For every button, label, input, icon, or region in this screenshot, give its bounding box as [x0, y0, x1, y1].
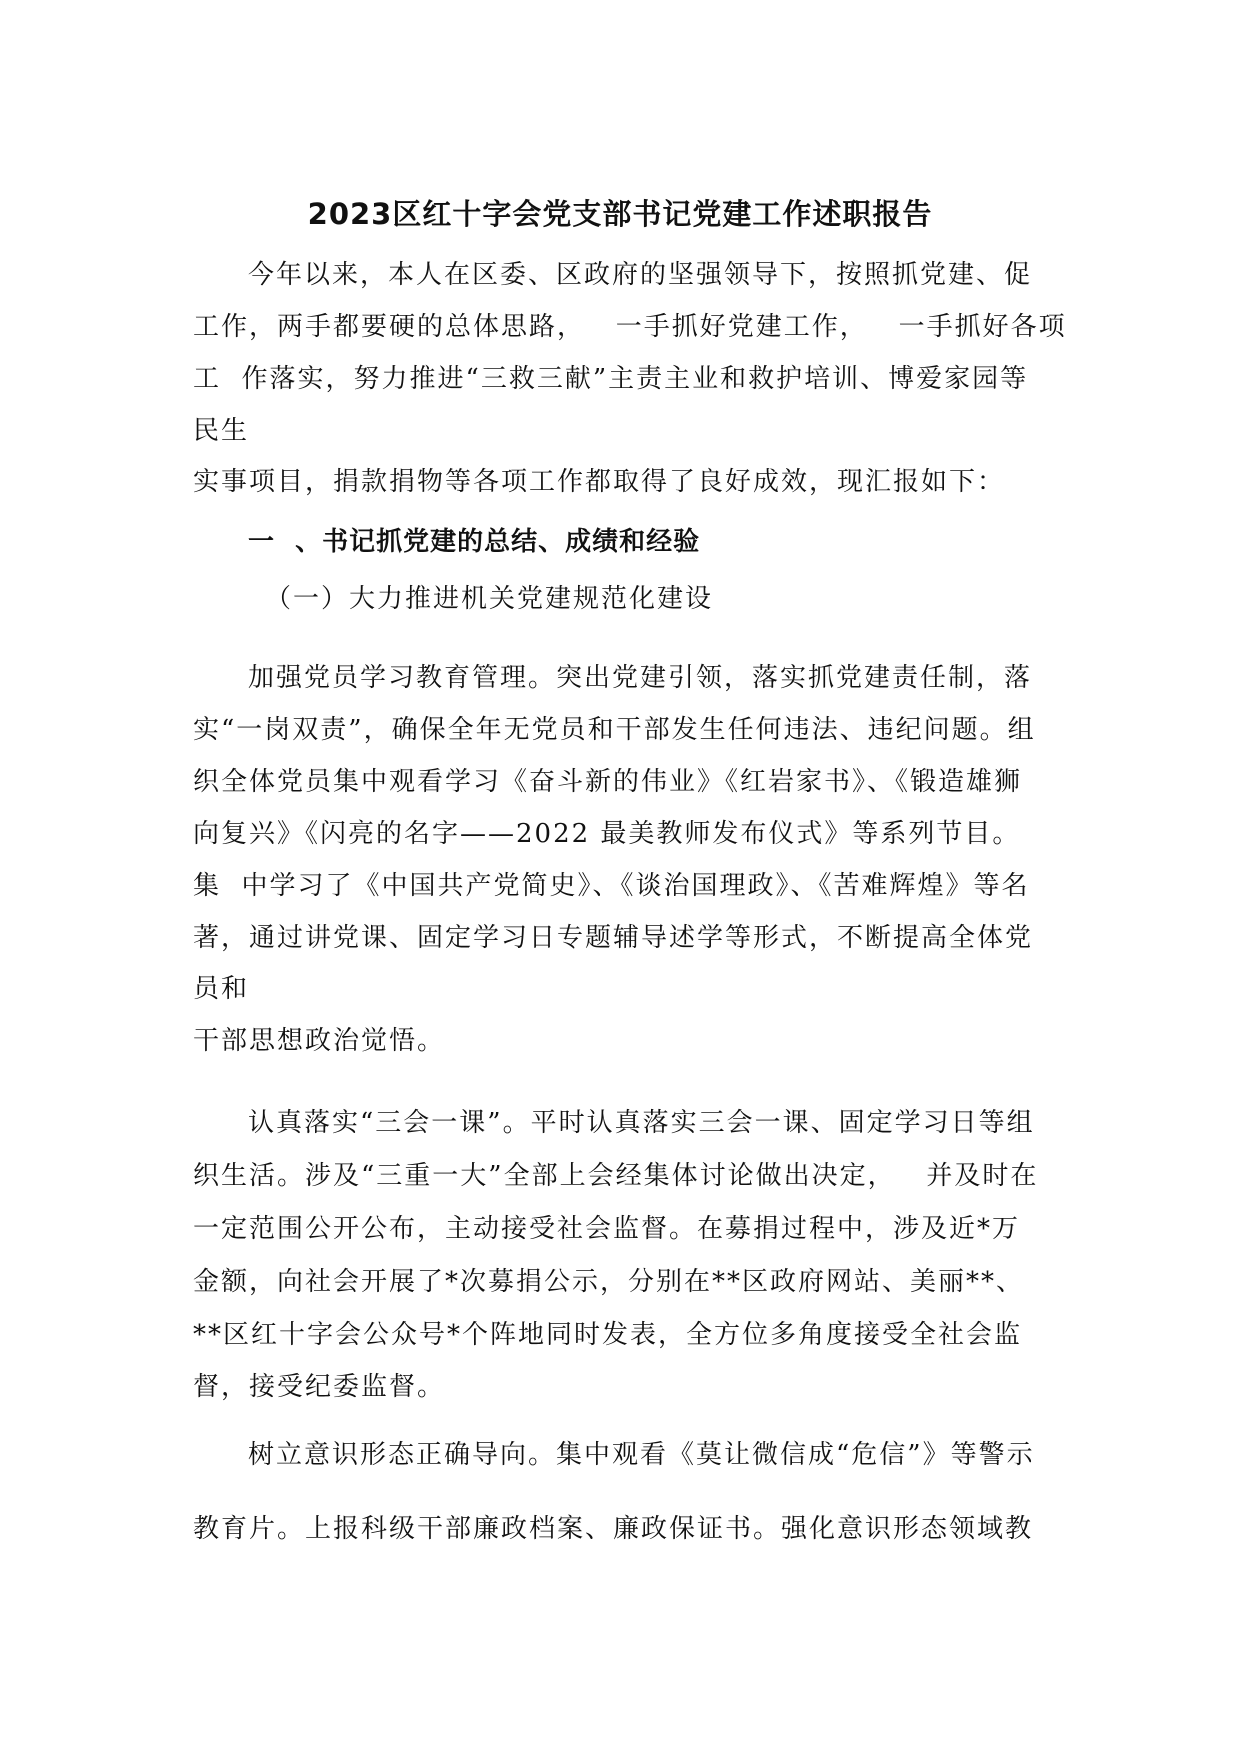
- paragraph-line: 织全体党员集中观看学习《奋斗新的伟业》《红岩家书》、《锻造雄狮: [193, 767, 1023, 797]
- paragraph-line: 员和: [193, 974, 250, 1004]
- section-heading: 一 、书记抓党建的总结、成绩和经验: [248, 527, 701, 557]
- intro-line: 民生: [193, 416, 250, 446]
- subsection-heading: （一）大力推进机关党建规范化建设: [265, 584, 714, 614]
- paragraph-line: 加强党员学习教育管理。突出党建引领，落实抓党建责任制，落: [248, 663, 1033, 693]
- document-title: 2023区红十字会党支部书记党建工作述职报告: [307, 197, 933, 231]
- paragraph-line: 著，通过讲党课、固定学习日专题辅导述学等形式，不断提高全体党: [193, 923, 1034, 953]
- intro-line: 今年以来，本人在区委、区政府的坚强领导下，按照抓党建、促: [248, 260, 1033, 290]
- paragraph-line: 一定范围公开公布，主动接受社会监督。在募捐过程中，涉及近*万: [193, 1214, 1021, 1244]
- paragraph-line: 织生活。涉及“三重一大”全部上会经集体讨论做出决定， 并及时在: [193, 1161, 1039, 1191]
- paragraph-line: 认真落实“三会一课”。平时认真落实三会一课、固定学习日等组: [248, 1108, 1035, 1138]
- paragraph-line: 实“一岗双责”，确保全年无党员和干部发生任何违法、违纪问题。组: [193, 715, 1036, 745]
- paragraph-line: 集 中学习了《中国共产党简史》、《谈治国理政》、《苦难辉煌》等名: [193, 871, 1030, 901]
- intro-line: 工 作落实，努力推进“三救三献”主责主业和救护培训、博爱家园等: [193, 364, 1029, 394]
- intro-line: 实事项目，捐款捐物等各项工作都取得了良好成效，现汇报如下：: [193, 467, 1006, 497]
- paragraph-line: 金额，向社会开展了*次募捐公示，分别在**区政府网站、美丽**、: [193, 1267, 1025, 1297]
- paragraph-line: 向复兴》《闪亮的名字——2022 最美教师发布仪式》等系列节目。: [193, 819, 1021, 849]
- paragraph-line: **区红十字会公众号*个阵地同时发表，全方位多角度接受全社会监: [193, 1320, 1023, 1350]
- paragraph-line: 教育片。上报科级干部廉政档案、廉政保证书。强化意识形态领域教: [193, 1514, 1034, 1544]
- intro-line: 工作，两手都要硬的总体思路， 一手抓好党建工作， 一手抓好各项: [193, 312, 1067, 342]
- paragraph-line: 干部思想政治觉悟。: [193, 1026, 446, 1056]
- paragraph-line: 树立意识形态正确导向。集中观看《莫让微信成“危信”》等警示: [248, 1440, 1035, 1470]
- paragraph-line: 督，接受纪委监督。: [193, 1372, 446, 1402]
